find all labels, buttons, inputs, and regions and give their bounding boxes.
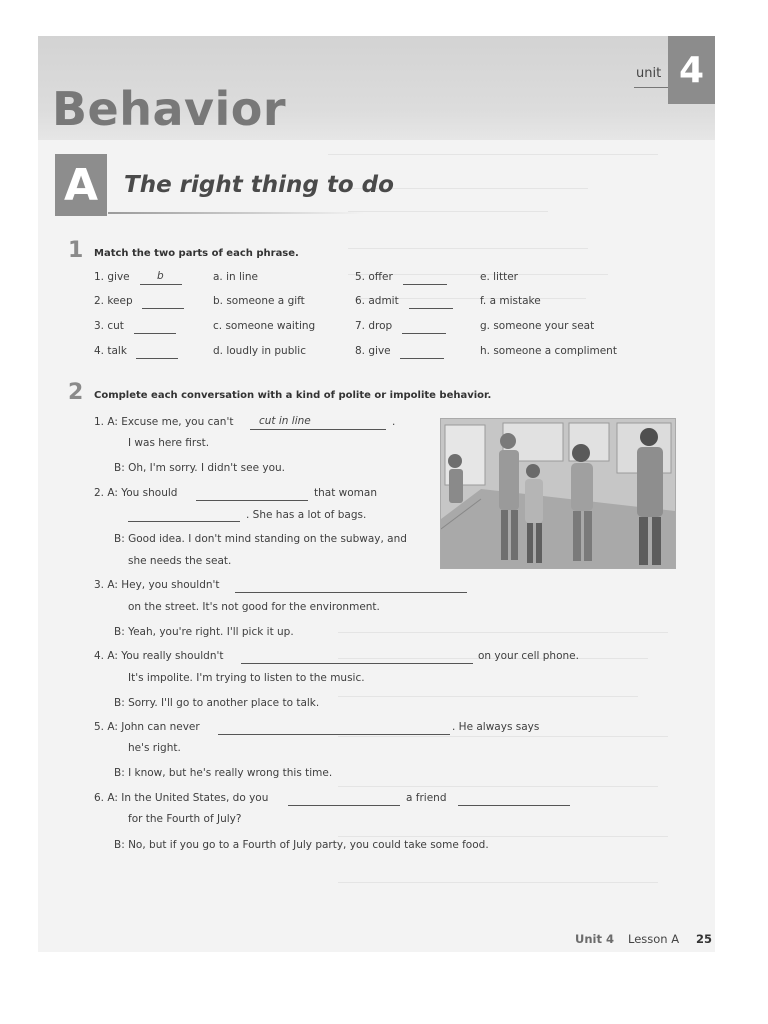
ex1-blank-2[interactable] bbox=[142, 308, 184, 309]
conv2-a-line1: 2. A: You should bbox=[94, 487, 178, 499]
conv3-b: B: Yeah, you're right. I'll pick it up. bbox=[114, 626, 294, 638]
conv6-a-line1: 6. A: In the United States, do you bbox=[94, 792, 269, 804]
conv3-a-line2: on the street. It's not good for the environment. bbox=[128, 601, 380, 613]
ex1-blank-8[interactable] bbox=[400, 358, 444, 359]
ex1-blank-7[interactable] bbox=[402, 333, 446, 334]
ex1-item-2: 2. keep bbox=[94, 295, 133, 307]
ex1-answer-1: b bbox=[157, 270, 164, 282]
page-number: 25 bbox=[696, 932, 713, 946]
lesson-title: The right thing to do bbox=[124, 172, 394, 198]
lesson-title-underline bbox=[108, 212, 364, 214]
conv3-blank[interactable] bbox=[235, 592, 467, 593]
conv5-b: B: I know, but he's really wrong this time. bbox=[114, 767, 333, 779]
unit-label: unit bbox=[636, 66, 662, 81]
conv4-a-line1b: on your cell phone. bbox=[478, 650, 579, 662]
conv5-a-line2: he's right. bbox=[128, 742, 181, 754]
workbook-page bbox=[38, 36, 715, 952]
conv2-b-line1: B: Good idea. I don't mind standing on the subway, and bbox=[114, 533, 407, 545]
conv2-b-line2: she needs the seat. bbox=[128, 555, 232, 567]
ex1-option-f: f. a mistake bbox=[480, 295, 541, 307]
conv6-b: B: No, but if you go to a Fourth of July party, you could take some food. bbox=[114, 839, 489, 851]
ex1-option-e: e. litter bbox=[480, 271, 518, 283]
conv6-a-line1b: a friend bbox=[406, 792, 447, 804]
exercise-2-instruction: Complete each conversation with a kind of polite or impolite behavior. bbox=[94, 390, 492, 401]
ex1-blank-1[interactable] bbox=[140, 284, 182, 285]
conv1-b: B: Oh, I'm sorry. I didn't see you. bbox=[114, 462, 285, 474]
conv2-a-line2: . She has a lot of bags. bbox=[246, 509, 367, 521]
exercise-1-instruction: Match the two parts of each phrase. bbox=[94, 248, 299, 259]
conv1-blank[interactable] bbox=[250, 429, 386, 430]
subway-illustration bbox=[440, 418, 676, 569]
conv1-answer: cut in line bbox=[259, 415, 311, 427]
ex1-option-h: h. someone a compliment bbox=[480, 345, 617, 357]
conv6-blank-1[interactable] bbox=[288, 805, 400, 806]
ex1-item-3: 3. cut bbox=[94, 320, 124, 332]
ex1-item-6: 6. admit bbox=[355, 295, 399, 307]
unit-underline bbox=[634, 87, 668, 88]
conv3-a-line1: 3. A: Hey, you shouldn't bbox=[94, 579, 220, 591]
ex1-item-5: 5. offer bbox=[355, 271, 393, 283]
conv5-blank[interactable] bbox=[218, 734, 450, 735]
ex1-item-4: 4. talk bbox=[94, 345, 127, 357]
conv1-period: . bbox=[392, 416, 396, 428]
lesson-letter-badge: A bbox=[55, 154, 107, 216]
ex1-option-c: c. someone waiting bbox=[213, 320, 316, 332]
ex1-option-a: a. in line bbox=[213, 271, 258, 283]
unit-number-badge: 4 bbox=[668, 36, 715, 104]
unit-title: Behavior bbox=[52, 82, 287, 136]
footer-unit: Unit 4 bbox=[575, 932, 614, 946]
ex1-item-8: 8. give bbox=[355, 345, 391, 357]
conv5-a-line1: 5. A: John can never bbox=[94, 721, 200, 733]
ex1-blank-4[interactable] bbox=[136, 358, 178, 359]
ex1-option-g: g. someone your seat bbox=[480, 320, 595, 332]
conv4-blank[interactable] bbox=[241, 663, 473, 664]
conv6-blank-2[interactable] bbox=[458, 805, 570, 806]
ex1-option-d: d. loudly in public bbox=[213, 345, 306, 357]
conv2-blank-2[interactable] bbox=[128, 521, 240, 522]
exercise-2-number: 2 bbox=[68, 380, 84, 405]
ex1-blank-6[interactable] bbox=[409, 308, 453, 309]
ex1-option-b: b. someone a gift bbox=[213, 295, 305, 307]
conv2-a-line1b: that woman bbox=[314, 487, 377, 499]
conv4-a-line2: It's impolite. I'm trying to listen to the music. bbox=[128, 672, 365, 684]
ex1-blank-3[interactable] bbox=[134, 333, 176, 334]
subway-scene-image bbox=[441, 419, 675, 568]
conv1-a-line2: I was here first. bbox=[128, 437, 210, 449]
ex1-item-1: 1. give bbox=[94, 271, 130, 283]
conv1-a-line1: 1. A: Excuse me, you can't bbox=[94, 416, 234, 428]
conv5-a-line1b: . He always says bbox=[452, 721, 540, 733]
conv4-b: B: Sorry. I'll go to another place to talk. bbox=[114, 697, 320, 709]
exercise-1-number: 1 bbox=[68, 238, 84, 263]
conv4-a-line1: 4. A: You really shouldn't bbox=[94, 650, 224, 662]
conv6-a-line2: for the Fourth of July? bbox=[128, 813, 242, 825]
ex1-item-7: 7. drop bbox=[355, 320, 393, 332]
footer-lesson: Lesson A bbox=[628, 932, 680, 946]
ex1-blank-5[interactable] bbox=[403, 284, 447, 285]
conv2-blank-1[interactable] bbox=[196, 500, 308, 501]
